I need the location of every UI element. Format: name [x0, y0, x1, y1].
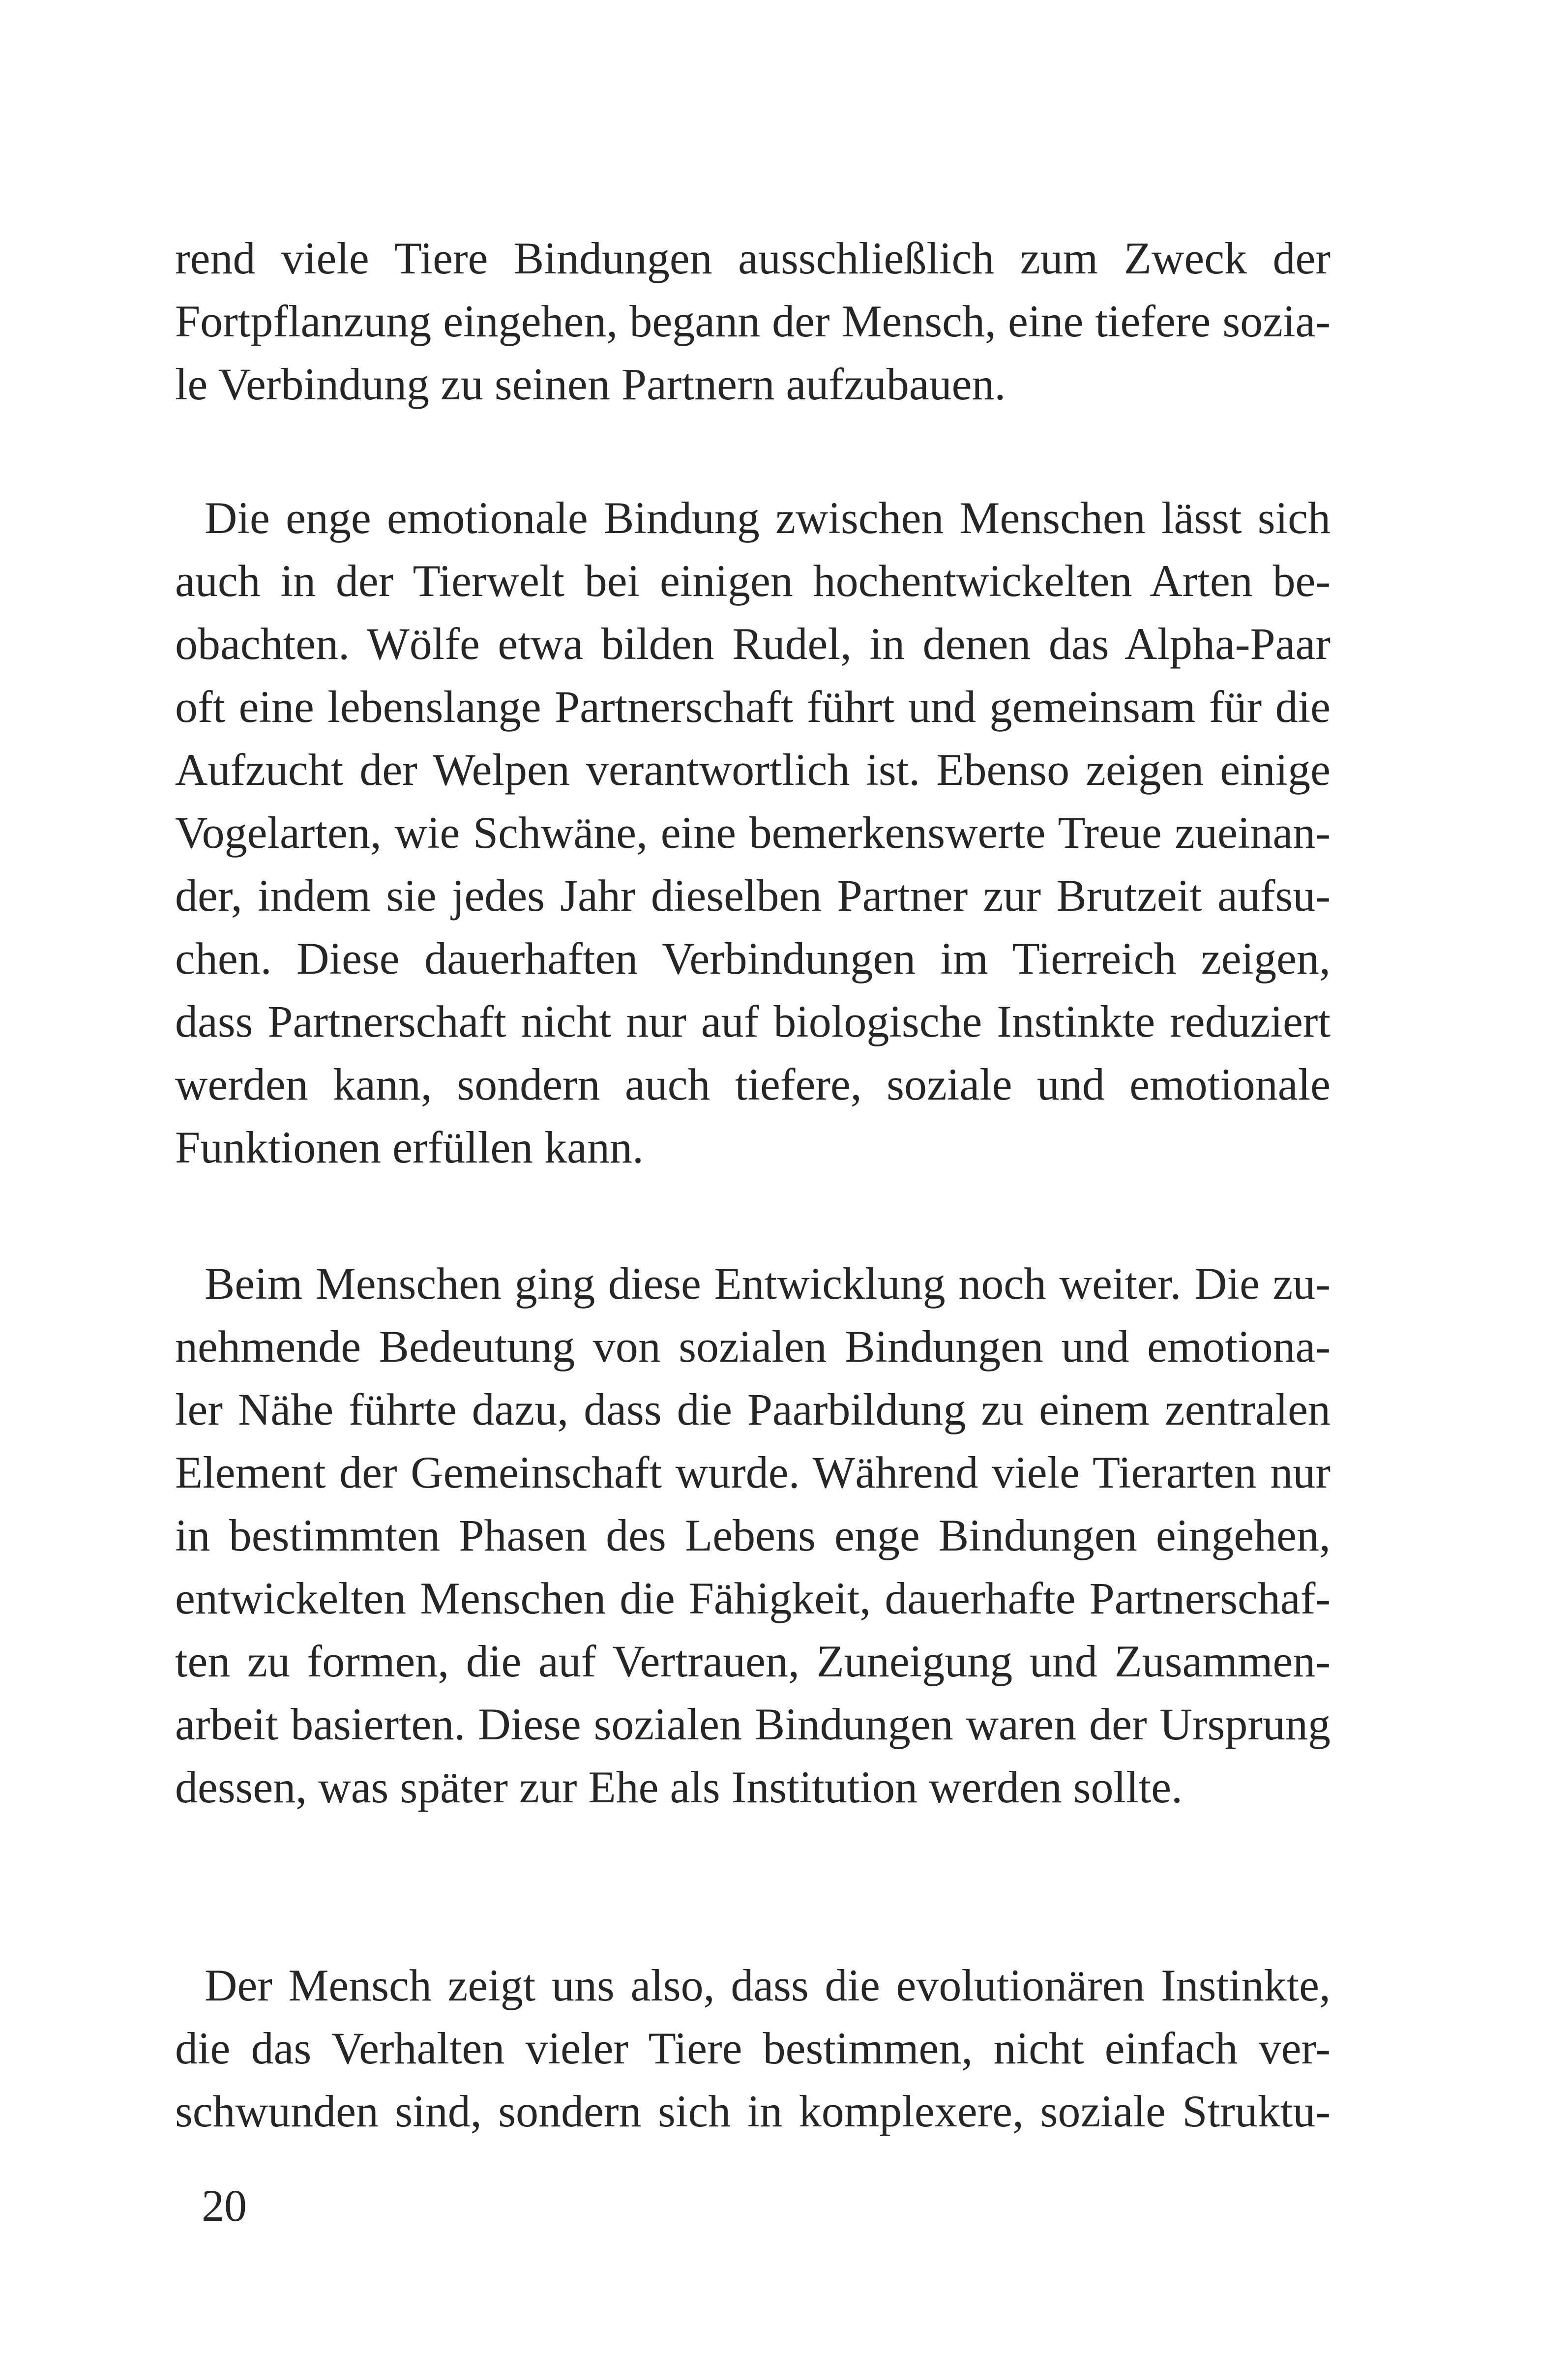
paragraph-4	[175, 1954, 1331, 2143]
text-line: Funktionen erfüllen kann.	[175, 1122, 644, 1172]
text-line: le Verbindung zu seinen Partnern aufzubauen.	[175, 359, 1006, 409]
text-line: chen. Diese dauerhaften Verbindungen im Tierreich zeigen,	[175, 933, 1331, 984]
text-line: Vogelarten, wie Schwäne, eine bemerkenswerte Treue zueinan-	[175, 807, 1331, 858]
text-line: obachten. Wölfe etwa bilden Rudel, in denen das Alpha-Paar	[175, 619, 1331, 669]
text-line: die das Verhalten vieler Tiere bestimmen, nicht einfach ver-	[175, 2023, 1331, 2073]
text-line: entwickelten Menschen die Fähigkeit, dauerhafte Partnerschaf-	[175, 1573, 1331, 1623]
text-line: dass Partnerschaft nicht nur auf biologische Instinkte reduziert	[175, 996, 1331, 1046]
text-line: arbeit basierten. Diese sozialen Bindungen waren der Ursprung	[175, 1699, 1331, 1749]
text-line: werden kann, sondern auch tiefere, soziale und emotionale	[175, 1059, 1331, 1109]
page-number: 20	[202, 2180, 247, 2231]
text-line: Die enge emotionale Bindung zwischen Menschen lässt sich	[205, 493, 1331, 543]
text-line: Aufzucht der Welpen verantwortlich ist. Ebenso zeigen einige	[175, 745, 1331, 795]
text-line: ten zu formen, die auf Vertrauen, Zuneigung und Zusammen-	[175, 1636, 1331, 1686]
paragraph-2	[175, 486, 1331, 1179]
text-line: Beim Menschen ging diese Entwicklung noch weiter. Die zu-	[205, 1258, 1331, 1309]
text-line: Fortpflanzung eingehen, begann der Mensch, eine tiefere sozia-	[175, 296, 1331, 346]
text-line: ler Nähe führte dazu, dass die Paarbildung zu einem zentralen	[175, 1384, 1331, 1434]
text-line: dessen, was später zur Ehe als Institution werden sollte.	[175, 1762, 1183, 1812]
paragraph-1	[175, 227, 1331, 416]
paragraph-3	[175, 1252, 1331, 1819]
text-line: der, indem sie jedes Jahr dieselben Partner zur Brutzeit aufsu-	[175, 870, 1331, 921]
text-line: oft eine lebenslange Partnerschaft führt und gemeinsam für die	[175, 682, 1331, 732]
text-line: auch in der Tierwelt bei einigen hochentwickelten Arten be-	[175, 556, 1331, 606]
text-line: Der Mensch zeigt uns also, dass die evolutionären Instinkte,	[205, 1960, 1331, 2010]
text-line: in bestimmten Phasen des Lebens enge Bindungen eingehen,	[175, 1510, 1331, 1560]
text-line: schwunden sind, sondern sich in komplexere, soziale Struktu-	[175, 2086, 1331, 2136]
text-line: rend viele Tiere Bindungen ausschließlich zum Zweck der	[175, 233, 1331, 283]
text-line: Element der Gemeinschaft wurde. Während viele Tierarten nur	[175, 1447, 1331, 1497]
text-line: nehmende Bedeutung von sozialen Bindungen und emotiona-	[175, 1321, 1331, 1372]
